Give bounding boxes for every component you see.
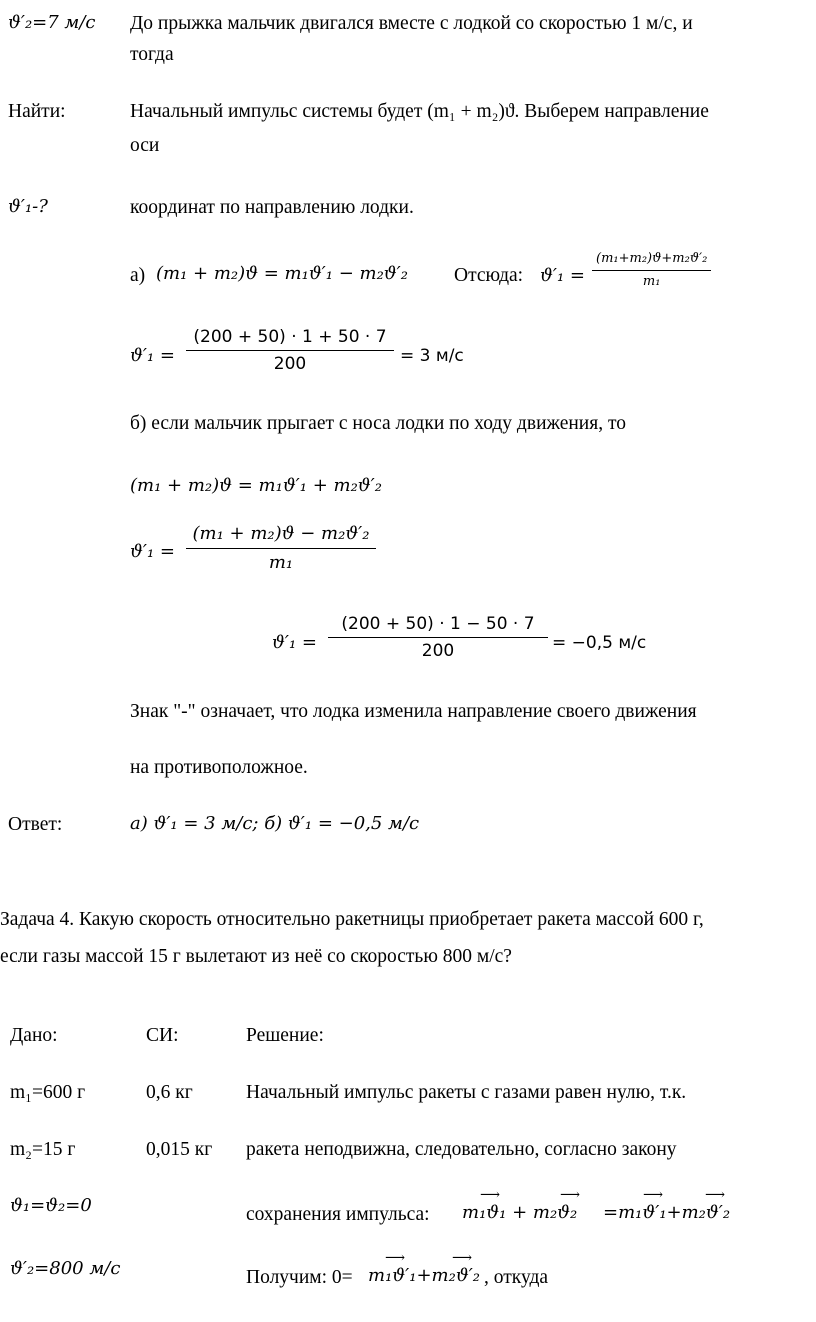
calc-b-den: 200: [421, 641, 455, 662]
vector-arrow-icon: ⟶: [452, 1251, 473, 1266]
case-a-frac-den: m₁: [642, 273, 661, 289]
calc-a-den: 200: [273, 354, 307, 375]
solution-line-3: сохранения импульса:: [246, 1204, 430, 1225]
case-a-label: а): [130, 265, 146, 286]
solution-line-1: Начальный импульс ракеты с газами равен нулю, т.к.: [246, 1082, 687, 1103]
vector-arrow-icon: ⟶: [560, 1188, 581, 1203]
intro-line-2: Начальный импульс системы будет (m₁ + m₂)ϑ. Выберем направление: [130, 101, 709, 122]
case-b-equation: (m₁ + m₂)ϑ = m₁ϑ′₁ + m₂ϑ′₂: [130, 475, 382, 496]
intro-line-3: координат по направлению лодки.: [130, 197, 414, 218]
given-v-initial: ϑ₁=ϑ₂=0: [10, 1195, 92, 1216]
task4-line-1: Задача 4. Какую скорость относительно ракетницы приобретает ракета массой 600 г,: [0, 909, 704, 930]
find-v1-prime: ϑ′₁-?: [8, 196, 48, 217]
result-equation: m₁ϑ′₁+m₂ϑ′₂: [368, 1265, 480, 1286]
intro-line-2b: оси: [130, 135, 160, 156]
case-a-equation: (m₁ + m₂)ϑ = m₁ϑ′₁ − m₂ϑ′₂: [156, 263, 408, 284]
si-header: СИ:: [146, 1025, 179, 1046]
given-header: Дано:: [10, 1025, 58, 1046]
case-b-text: б) если мальчик прыгает с носа лодки по ходу движения, то: [130, 413, 626, 434]
conservation-law-lhs-text: m₁ϑ₁ + m₂ϑ₂: [462, 1202, 578, 1223]
vector-arrow-icon: ⟶: [480, 1188, 501, 1203]
find-label: Найти:: [8, 101, 66, 122]
given-v2-prime: ϑ′₂=7 м/с: [8, 12, 96, 33]
calc-b-result: = −0,5 м/с: [552, 633, 647, 653]
vector-arrow-icon: ⟶: [705, 1188, 726, 1203]
case-b-fraction: [186, 523, 376, 573]
case-b-den: m₁: [268, 551, 294, 573]
solution-line-2: ракета неподвижна, следовательно, согласно закону: [246, 1139, 677, 1160]
answer-text: а) ϑ′₁ = 3 м/с; б) ϑ′₁ = −0,5 м/с: [130, 813, 420, 834]
case-a-lhs: ϑ′₁ =: [540, 265, 585, 286]
case-a-fraction: [592, 251, 711, 289]
sign-note-line-2: на противоположное.: [130, 757, 308, 778]
vector-arrow-icon: ⟶: [643, 1188, 664, 1203]
calc-a-result: = 3 м/с: [400, 346, 464, 366]
calc-a-lhs: ϑ′₁ =: [130, 345, 175, 366]
case-b-lhs: ϑ′₁ =: [130, 541, 175, 562]
vector-arrow-icon: ⟶: [385, 1251, 406, 1266]
calc-a-num: (200 + 50) · 1 + 50 · 7: [186, 327, 394, 351]
sign-note-line-1: Знак "-" означает, что лодка изменила направление своего движения: [130, 701, 697, 722]
task4-line-2: если газы массой 15 г вылетают из неё со скоростью 800 м/с?: [0, 946, 512, 967]
given-m2: m₂=15 г: [10, 1139, 76, 1160]
result-equation-tail: , откуда: [484, 1267, 549, 1288]
answer-label: Ответ:: [8, 814, 63, 835]
si-m1: 0,6 кг: [146, 1082, 193, 1103]
calc-b-fraction: [328, 614, 548, 662]
given-v2-prime-800: ϑ′₂=800 м/с: [10, 1258, 121, 1279]
conservation-law-lhs: [462, 1202, 577, 1224]
calc-b-lhs: ϑ′₁ =: [272, 632, 317, 653]
conservation-law-rhs: =m₁ϑ′₁+m₂ϑ′₂: [603, 1202, 731, 1223]
calc-b-num: (200 + 50) · 1 − 50 · 7: [328, 614, 548, 638]
intro-line-1: До прыжка мальчик двигался вместе с лодкой со скоростью 1 м/с, и: [130, 13, 693, 34]
case-a-frac-num: (m₁+m₂)ϑ+m₂ϑ′₂: [592, 251, 711, 271]
intro-line-1b: тогда: [130, 44, 174, 65]
si-m2: 0,015 кг: [146, 1139, 213, 1160]
case-b-num: (m₁ + m₂)ϑ − m₂ϑ′₂: [186, 523, 376, 549]
solution-line-4: Получим: 0=: [246, 1267, 353, 1288]
case-a-hence: Отсюда:: [454, 265, 524, 286]
calc-a-fraction: [186, 327, 394, 375]
given-m1: m₁=600 г: [10, 1082, 86, 1103]
solution-header: Решение:: [246, 1025, 324, 1046]
